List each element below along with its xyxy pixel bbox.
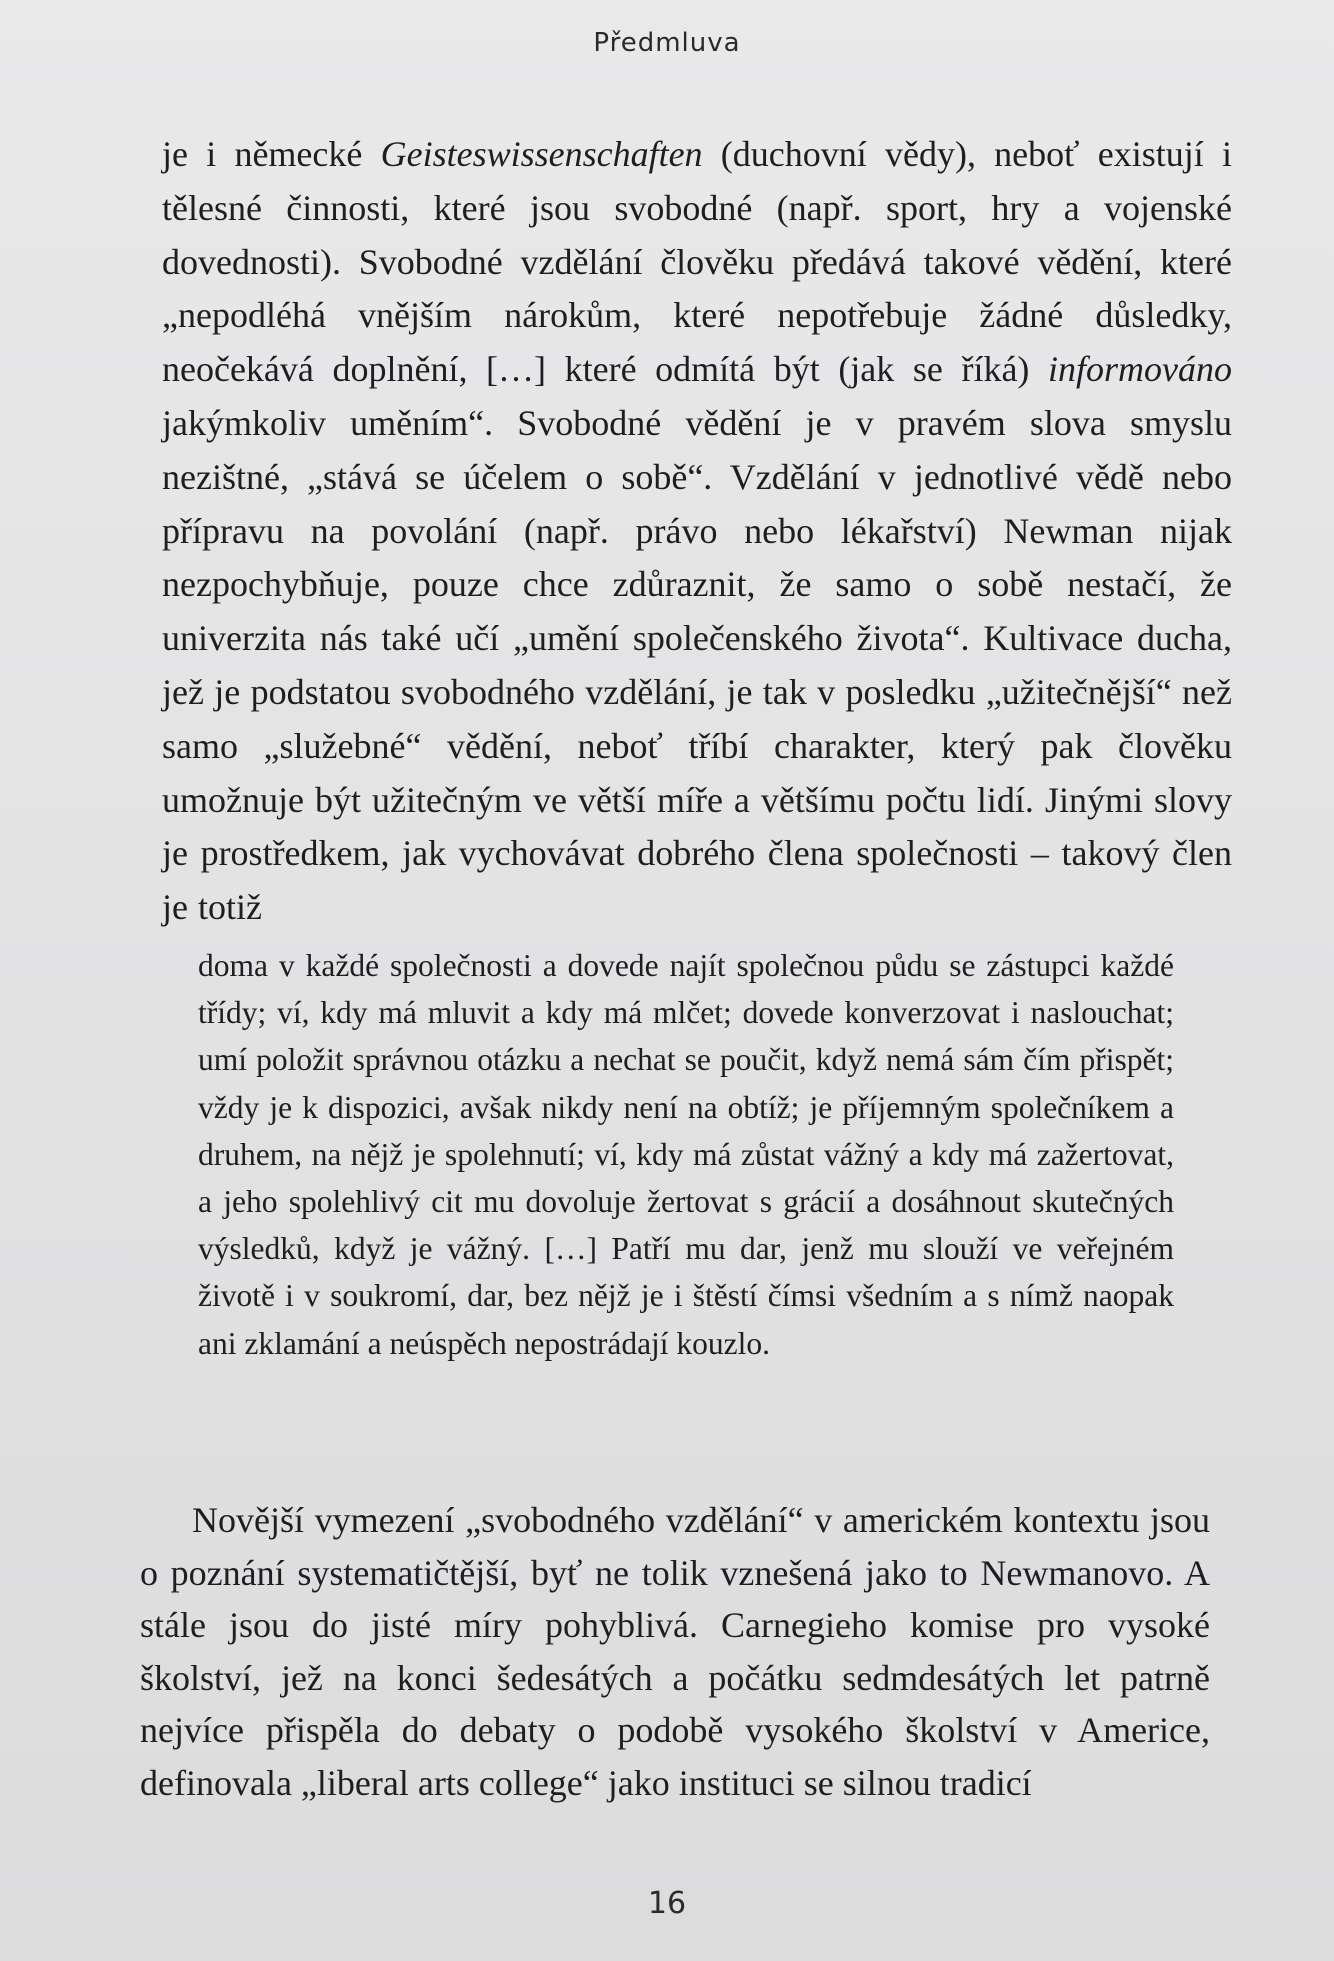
paragraph-main-text-3: jakýmkoliv uměním“. Svobodné vědění je v pravém slova smyslu nezištné, „stává se účelem o sobě“. Vzdělání v jednotlivé vědě nebo přípravu na povolání (např. právo nebo lékařství) Newman nijak nezpochybňuje, pouze chce zdůraznit, že samo o sobě nestačí, že univerzita nás také učí „umění společenského života“. Kultivace ducha, jež je podstatou svobodného vzdělání, je tak v posledku „užitečnější“ než samo „služebné“ vědění, neboť tříbí charakter, který pak člověku umožnuje být užitečným ve větší míře a většímu počtu lidí. Jinými slovy je prostředkem, jak vychovávat dobrého člena společnosti – takový člen je totiž: [162, 402, 1232, 928]
paragraph-main-text-2: (duchovní vědy), neboť existují i tělesné činnosti, které jsou svobodné (např. sport, hry a vojenské dovednosti). Svobodné vzdělání člověku předává takové vědění, které „nepodléhá vnějším nárokům, které nepotřebuje žádné důsledky, neočekává doplnění, […] které odmítá být (jak se říká): [162, 134, 1232, 390]
block-quote: doma v každé společnosti a dovede najít společnou půdu se zástupci každé třídy; ví, kdy má mluvit a kdy má mlčet; dovede konverzovat i naslouchat; umí položit správnou otázku a nechat se poučit, když nemá sám čím přispět; vždy je k dispozici, avšak nikdy není na obtíž; je příjemným společníkem a druhem, na nějž je spolehnutí; ví, kdy má zůstat vážný a kdy má zažertovat, a jeho spolehlivý cit mu dovoluje žertovat s grácií a dosáhnout skutečných výsledků, když je vážný. […] Patří mu dar, jenž mu slouží ve veřejném životě i v soukromí, dar, bez nějž je i štěstí čímsi všedním a s nímž naopak ani zklamání a neúspěch nepostrádají kouzlo.: [198, 948, 1174, 1361]
italic-term-informovano: informováno: [1048, 349, 1232, 390]
paragraph-main: [162, 128, 1232, 935]
italic-term-geisteswissenschaften: Geisteswissenschaften: [380, 134, 703, 174]
paragraph-bottom: Novější vymezení „svobodného vzdělání“ v americkém kontextu jsou o poznání systematičtější, byť ne tolik vznešená jako to Newmanovo. A stále jsou do jisté míry pohyblivá. Carnegieho komise pro vysoké školství, jež na konci šedesátých a počátku sedmdesátých let patrně nejvíce přispěla do debaty o podobě vysokého školství v Americe, definovala „liberal arts college“ jako instituci se silnou tradicí: [140, 1500, 1210, 1803]
paragraph-main-text-1: je i německé: [162, 134, 381, 174]
running-head: Předmluva: [593, 28, 741, 58]
page-number: 16: [647, 1886, 687, 1921]
